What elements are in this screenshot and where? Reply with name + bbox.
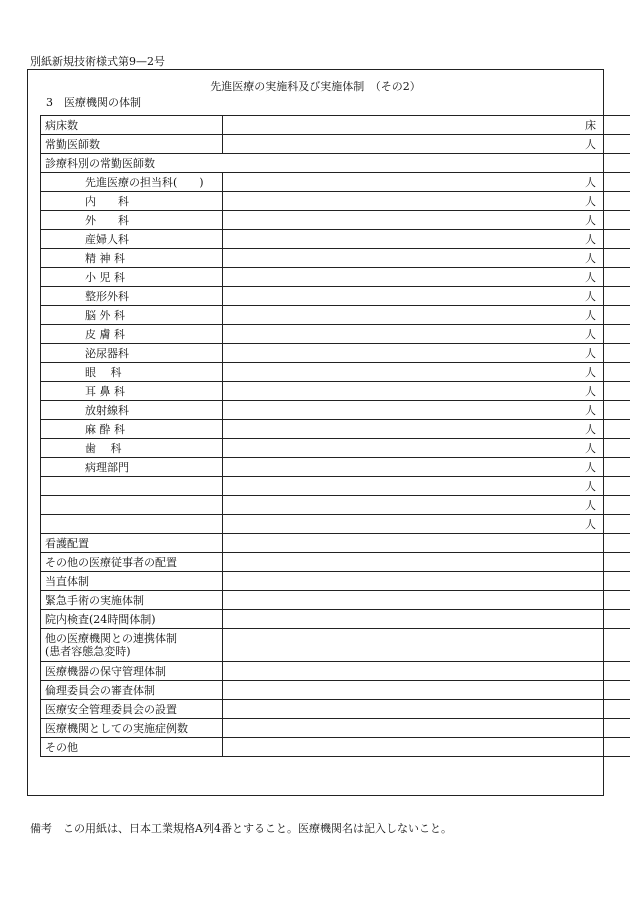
system-label-text: 医療安全管理委員会の設置: [45, 702, 177, 716]
table-row: [41, 135, 630, 154]
department-count[interactable]: 人: [223, 249, 630, 268]
department-label: 耳 鼻 科: [41, 382, 223, 401]
system-label: [41, 719, 223, 738]
system-entry[interactable]: [223, 719, 630, 738]
system-label: [41, 700, 223, 719]
department-count[interactable]: 人: [223, 515, 630, 534]
system-entry[interactable]: [223, 700, 630, 719]
system-entry[interactable]: [223, 572, 630, 591]
system-label: [41, 610, 223, 629]
table-row: [41, 515, 630, 534]
system-label-text: 他の医療機関との連携体制: [45, 632, 177, 645]
system-label: [41, 738, 223, 757]
system-label-text: 当直体制: [45, 574, 89, 588]
system-label: [41, 553, 223, 572]
system-entry[interactable]: [223, 534, 630, 553]
full-time-doctors-label: 常勤医師数: [41, 135, 223, 154]
form-id: 別紙新規技術様式第9—2号: [30, 55, 165, 68]
system-label-text: 緊急手術の実施体制: [45, 593, 144, 607]
footer-note: 備考 この用紙は、日本工業規格A列4番とすること。医療機関名は記入しないこと。: [30, 822, 452, 835]
table-row: [41, 681, 630, 700]
department-label: 外 科: [41, 211, 223, 230]
table-row: [41, 629, 630, 662]
department-count[interactable]: 人: [223, 268, 630, 287]
department-count[interactable]: 人: [223, 306, 630, 325]
table-row: [41, 173, 630, 192]
table-row: [41, 192, 630, 211]
table-row: [41, 458, 630, 477]
table-row: [41, 572, 630, 591]
table-row: [41, 534, 630, 553]
page-title: 先進医療の実施科及び実施体制 （その2）: [210, 80, 421, 93]
system-entry[interactable]: [223, 591, 630, 610]
system-entry[interactable]: [223, 662, 630, 681]
full-time-doctors-value[interactable]: 人: [223, 135, 630, 154]
facility-table: [40, 115, 630, 757]
department-count[interactable]: 人: [223, 439, 630, 458]
system-label-text: 医療機器の保守管理体制: [45, 664, 166, 678]
table-row: [41, 662, 630, 681]
department-label: 眼 科: [41, 363, 223, 382]
department-count[interactable]: 人: [223, 173, 630, 192]
system-label: [41, 534, 223, 553]
bed-count-value[interactable]: 床: [223, 116, 630, 135]
department-label: 内 科: [41, 192, 223, 211]
table-row: [41, 154, 630, 173]
department-count[interactable]: 人: [223, 344, 630, 363]
department-count[interactable]: 人: [223, 458, 630, 477]
system-label: [41, 681, 223, 700]
system-label: [41, 662, 223, 681]
table-row: [41, 738, 630, 757]
department-label: 放射線科: [41, 401, 223, 420]
system-entry[interactable]: [223, 629, 630, 662]
table-row: [41, 496, 630, 515]
table-row: [41, 553, 630, 572]
table-row: [41, 420, 630, 439]
table-row: [41, 306, 630, 325]
system-label-text: その他の医療従事者の配置: [45, 555, 177, 569]
system-label: [41, 591, 223, 610]
department-label: 麻 酔 科: [41, 420, 223, 439]
system-entry[interactable]: [223, 681, 630, 700]
table-row: [41, 477, 630, 496]
department-label: [41, 515, 223, 534]
department-label: 先進医療の担当科( ): [41, 173, 223, 192]
table-row: [41, 287, 630, 306]
system-entry[interactable]: [223, 610, 630, 629]
table-row: [41, 249, 630, 268]
table-row: [41, 439, 630, 458]
department-count[interactable]: 人: [223, 401, 630, 420]
system-label: [41, 629, 223, 662]
department-count[interactable]: 人: [223, 363, 630, 382]
dept-header: 診療科別の常勤医師数: [41, 154, 630, 173]
table-row: [41, 719, 630, 738]
department-count[interactable]: 人: [223, 496, 630, 515]
department-count[interactable]: 人: [223, 287, 630, 306]
department-label: 産婦人科: [41, 230, 223, 249]
department-label: [41, 477, 223, 496]
table-row: [41, 344, 630, 363]
department-count[interactable]: 人: [223, 477, 630, 496]
department-count[interactable]: 人: [223, 192, 630, 211]
table-row: [41, 591, 630, 610]
department-count[interactable]: 人: [223, 382, 630, 401]
section-heading: 3 医療機関の体制: [46, 96, 141, 109]
table-row: [41, 268, 630, 287]
system-label-text: 院内検査(24時間体制): [45, 612, 156, 626]
system-label: [41, 572, 223, 591]
bed-count-label: 病床数: [41, 116, 223, 135]
department-label: [41, 496, 223, 515]
table-row: [41, 610, 630, 629]
department-label: 小 児 科: [41, 268, 223, 287]
table-row: [41, 211, 630, 230]
table-row: [41, 116, 630, 135]
table-row: [41, 325, 630, 344]
department-label: 病理部門: [41, 458, 223, 477]
table-row: [41, 382, 630, 401]
department-count[interactable]: 人: [223, 325, 630, 344]
table-row: [41, 363, 630, 382]
system-label-text: 看護配置: [45, 536, 89, 550]
table-row: [41, 230, 630, 249]
system-label-text: 医療機関としての実施症例数: [45, 721, 188, 735]
table-row: [41, 401, 630, 420]
department-label: 脳 外 科: [41, 306, 223, 325]
table-row: [41, 700, 630, 719]
system-label-sub: (患者容態急変時): [45, 645, 131, 658]
system-entry[interactable]: [223, 553, 630, 572]
department-label: 歯 科: [41, 439, 223, 458]
system-entry[interactable]: [223, 738, 630, 757]
department-count[interactable]: 人: [223, 230, 630, 249]
department-count[interactable]: 人: [223, 211, 630, 230]
system-label-text: 倫理委員会の審査体制: [45, 683, 155, 697]
department-count[interactable]: 人: [223, 420, 630, 439]
system-label-text: その他: [45, 740, 78, 754]
department-label: 泌尿器科: [41, 344, 223, 363]
department-label: 皮 膚 科: [41, 325, 223, 344]
department-label: 精 神 科: [41, 249, 223, 268]
form-frame: [27, 69, 604, 796]
department-label: 整形外科: [41, 287, 223, 306]
